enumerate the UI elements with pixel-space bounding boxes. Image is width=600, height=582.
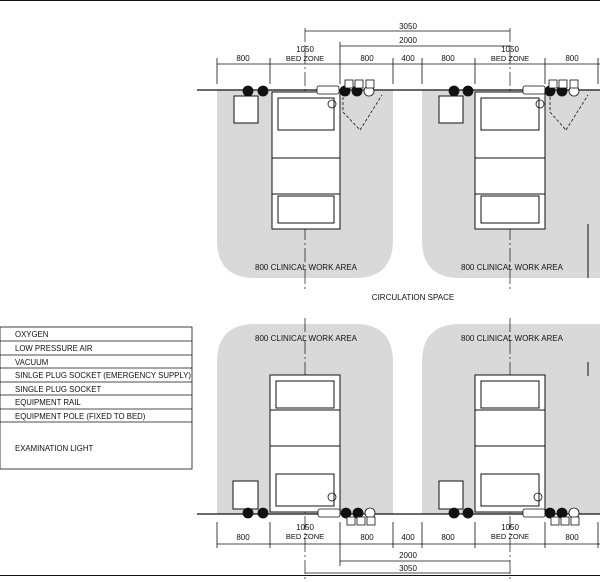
legend-item-single-socket: SINGLE PLUG SOCKET (15, 385, 102, 394)
bed-bottom-right (475, 375, 545, 512)
dim-clearance-top-1: 800 (236, 54, 250, 63)
dim-clearance-bottom-2: 800 (360, 533, 374, 542)
legend-table (0, 327, 192, 469)
dim-bed-zone-top-right: 1050 (501, 45, 519, 54)
dim-overall-top: 3050 (399, 22, 417, 31)
bed-top-right (475, 92, 545, 229)
dim-clearance-top-3: 800 (441, 54, 455, 63)
dim-bed-zone-bottom-left: 1050 (296, 523, 314, 532)
dim-clearance-bottom-1: 800 (236, 533, 250, 542)
bed-bottom-left (270, 375, 340, 512)
dim-bed-zone-bottom-right: 1050 (501, 523, 519, 532)
dim-bed-to-bed-top: 2000 (399, 36, 417, 45)
dim-gap-top: 400 (401, 54, 415, 63)
dim-bed-to-bed-bottom: 2000 (399, 551, 417, 560)
locker-bottom-right (439, 481, 463, 509)
dim-clearance-bottom-4: 800 (565, 533, 579, 542)
locker-top-right (439, 96, 463, 123)
bed-zone-label-bottom-left: BED ZONE (285, 532, 325, 541)
legend-item-examination-light: EXAMINATION LIGHT (15, 444, 94, 453)
legend-item-equipment-pole: EQUIPMENT POLE (FIXED TO BED) (15, 412, 146, 421)
bed-top-left (272, 92, 340, 229)
circulation-space-label: CIRCULATION SPACE (371, 293, 455, 302)
legend-item-low-pressure-air: LOW PRESSURE AIR (15, 344, 93, 353)
clinical-area-label-top-left: 800 CLINICAL WORK AREA (255, 263, 357, 272)
bed-zone-label-top-right: BED ZONE (490, 54, 530, 63)
bed-zone-label-top-left: BED ZONE (285, 54, 325, 63)
legend-item-emergency-socket: SINLGE PLUG SOCKET (EMERGENCY SUPPLY) (15, 371, 191, 380)
clinical-area-label-bottom-left: 800 CLINICAL WORK AREA (255, 334, 357, 343)
legend-item-oxygen: OXYGEN (15, 330, 49, 339)
dim-clearance-bottom-3: 800 (441, 533, 455, 542)
bed-zone-label-bottom-right: BED ZONE (490, 532, 530, 541)
dim-clearance-top-2: 800 (360, 54, 374, 63)
clinical-area-label-top-right: 800 CLINICAL WORK AREA (461, 263, 563, 272)
locker-top-left (234, 96, 258, 123)
dim-overall-bottom: 3050 (399, 564, 417, 573)
dim-gap-bottom: 400 (401, 533, 415, 542)
dim-bed-zone-top-left: 1050 (296, 45, 314, 54)
clinical-area-label-bottom-right: 800 CLINICAL WORK AREA (461, 334, 563, 343)
legend-item-equipment-rail: EQUIPMENT RAIL (15, 398, 81, 407)
dim-clearance-top-4: 800 (565, 54, 579, 63)
locker-bottom-left (233, 481, 258, 509)
legend-item-vacuum: VACUUM (15, 358, 49, 367)
